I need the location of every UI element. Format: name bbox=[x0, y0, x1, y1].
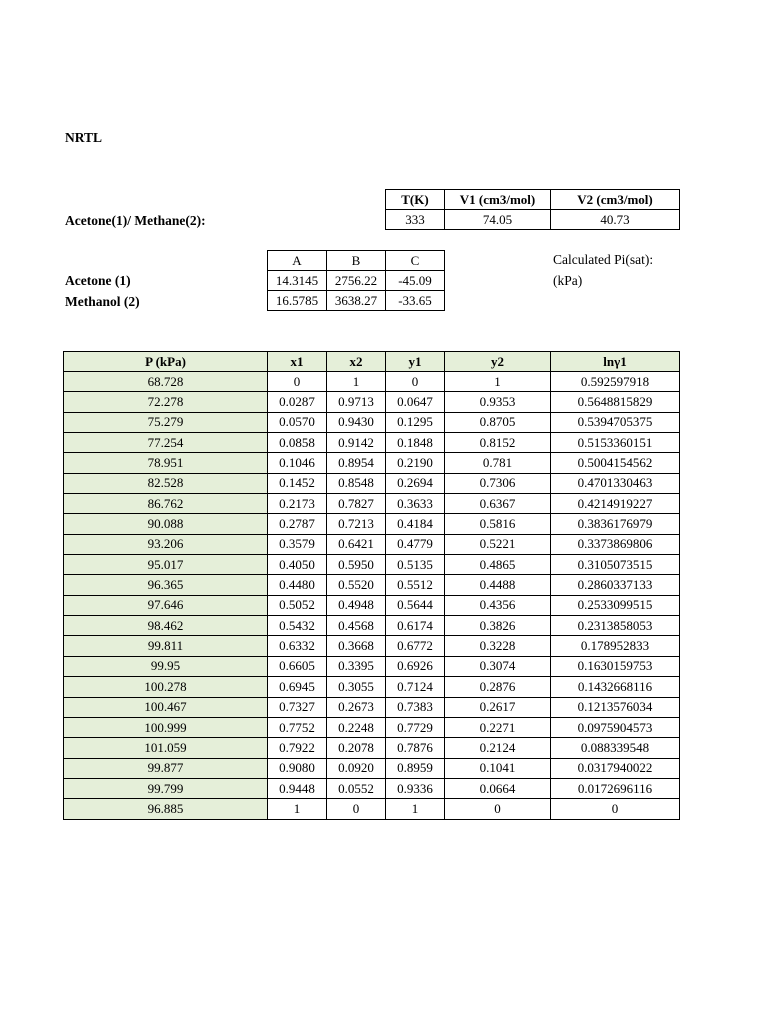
pressure-cell: 96.365 bbox=[64, 575, 268, 595]
pressure-cell: 78.951 bbox=[64, 453, 268, 473]
y2-cell: 0.4488 bbox=[445, 575, 551, 595]
vle-data-table bbox=[63, 351, 680, 820]
ln-gamma1-cell: 0.5153360151 bbox=[551, 433, 680, 453]
ln-gamma1-cell: 0.0975904573 bbox=[551, 717, 680, 737]
y2-cell: 0.7306 bbox=[445, 473, 551, 493]
pressure-cell: 101.059 bbox=[64, 738, 268, 758]
x1-cell: 0.2173 bbox=[268, 494, 327, 514]
ln-gamma1-cell: 0.4214919227 bbox=[551, 494, 680, 514]
table-row bbox=[64, 555, 680, 575]
y1-cell: 0.6174 bbox=[386, 616, 445, 636]
table-row bbox=[64, 392, 680, 412]
antoine-header-cell: C bbox=[386, 251, 445, 271]
calc-note-line1: Calculated Pi(sat): bbox=[553, 252, 654, 267]
x1-cell: 0.6332 bbox=[268, 636, 327, 656]
ln-gamma1-cell: 0.1630159753 bbox=[551, 656, 680, 676]
x2-cell: 0.8548 bbox=[327, 473, 386, 493]
ln-gamma1-cell: 0.178952833 bbox=[551, 636, 680, 656]
y1-cell: 0.9336 bbox=[386, 778, 445, 798]
pressure-cell: 100.278 bbox=[64, 677, 268, 697]
table-row bbox=[64, 575, 680, 595]
pressure-cell: 99.877 bbox=[64, 758, 268, 778]
x2-cell: 1 bbox=[327, 372, 386, 392]
x1-cell: 0.7327 bbox=[268, 697, 327, 717]
y2-cell: 0.3228 bbox=[445, 636, 551, 656]
antoine-row-label-acetone: Acetone (1) bbox=[65, 273, 131, 288]
y2-cell: 1 bbox=[445, 372, 551, 392]
y2-cell: 0 bbox=[445, 799, 551, 819]
table-row bbox=[64, 453, 680, 473]
pressure-cell: 96.885 bbox=[64, 799, 268, 819]
pressure-cell: 100.999 bbox=[64, 717, 268, 737]
header-y2: y2 bbox=[445, 352, 551, 372]
table-row bbox=[64, 595, 680, 615]
y2-cell: 0.4356 bbox=[445, 595, 551, 615]
pressure-cell: 90.088 bbox=[64, 514, 268, 534]
table-row bbox=[64, 697, 680, 717]
x2-cell: 0.8954 bbox=[327, 453, 386, 473]
ln-gamma1-cell: 0.3836176979 bbox=[551, 514, 680, 534]
x1-cell: 0.0570 bbox=[268, 412, 327, 432]
y2-cell: 0.8152 bbox=[445, 433, 551, 453]
x1-cell: 0.2787 bbox=[268, 514, 327, 534]
antoine-row bbox=[268, 271, 445, 291]
x1-cell: 0.4050 bbox=[268, 555, 327, 575]
ln-gamma1-cell: 0.0317940022 bbox=[551, 758, 680, 778]
y1-cell: 0 bbox=[386, 372, 445, 392]
header-y1: y1 bbox=[386, 352, 445, 372]
param-value-cell: 40.73 bbox=[551, 210, 680, 230]
ln-gamma1-cell: 0.5648815829 bbox=[551, 392, 680, 412]
param-header-cell: V1 (cm3/mol) bbox=[445, 190, 551, 210]
antoine-cell: 2756.22 bbox=[327, 271, 386, 291]
pressure-cell: 77.254 bbox=[64, 433, 268, 453]
param-value-cell: 74.05 bbox=[445, 210, 551, 230]
antoine-cell: 3638.27 bbox=[327, 291, 386, 311]
table-row bbox=[64, 717, 680, 737]
ln-gamma1-cell: 0.088339548 bbox=[551, 738, 680, 758]
x1-cell: 0 bbox=[268, 372, 327, 392]
antoine-row bbox=[268, 291, 445, 311]
calc-note-line2: (kPa) bbox=[553, 273, 583, 288]
y1-cell: 0.5135 bbox=[386, 555, 445, 575]
data-header-row bbox=[64, 352, 680, 372]
y1-cell: 0.7729 bbox=[386, 717, 445, 737]
x2-cell: 0.9430 bbox=[327, 412, 386, 432]
antoine-row-label-methanol: Methanol (2) bbox=[65, 294, 140, 309]
y1-cell: 0.6926 bbox=[386, 656, 445, 676]
antoine-constants-table bbox=[267, 250, 445, 311]
parameter-table bbox=[385, 189, 680, 230]
x1-cell: 0.7752 bbox=[268, 717, 327, 737]
table-row bbox=[64, 677, 680, 697]
antoine-header-cell: A bbox=[268, 251, 327, 271]
param-value-cell: 333 bbox=[386, 210, 445, 230]
antoine-cell: -33.65 bbox=[386, 291, 445, 311]
y1-cell: 0.1295 bbox=[386, 412, 445, 432]
y2-cell: 0.0664 bbox=[445, 778, 551, 798]
x2-cell: 0.0552 bbox=[327, 778, 386, 798]
y2-cell: 0.3826 bbox=[445, 616, 551, 636]
x2-cell: 0.2248 bbox=[327, 717, 386, 737]
x2-cell: 0.2673 bbox=[327, 697, 386, 717]
ln-gamma1-cell: 0.1213576034 bbox=[551, 697, 680, 717]
pressure-cell: 99.811 bbox=[64, 636, 268, 656]
ln-gamma1-cell: 0.5394705375 bbox=[551, 412, 680, 432]
y1-cell: 0.7124 bbox=[386, 677, 445, 697]
y2-cell: 0.2876 bbox=[445, 677, 551, 697]
x2-cell: 0.7213 bbox=[327, 514, 386, 534]
x2-cell: 0.7827 bbox=[327, 494, 386, 514]
y2-cell: 0.2617 bbox=[445, 697, 551, 717]
x1-cell: 0.6945 bbox=[268, 677, 327, 697]
x2-cell: 0.2078 bbox=[327, 738, 386, 758]
table-row bbox=[64, 494, 680, 514]
y2-cell: 0.781 bbox=[445, 453, 551, 473]
header-pressure: P (kPa) bbox=[64, 352, 268, 372]
x1-cell: 0.7922 bbox=[268, 738, 327, 758]
y1-cell: 0.4779 bbox=[386, 534, 445, 554]
parameter-header-row bbox=[386, 190, 680, 210]
data-table-body bbox=[64, 372, 680, 820]
pressure-cell: 99.95 bbox=[64, 656, 268, 676]
table-row bbox=[64, 778, 680, 798]
pressure-cell: 68.728 bbox=[64, 372, 268, 392]
table-row bbox=[64, 514, 680, 534]
y2-cell: 0.2271 bbox=[445, 717, 551, 737]
y1-cell: 0.2190 bbox=[386, 453, 445, 473]
y2-cell: 0.8705 bbox=[445, 412, 551, 432]
y2-cell: 0.3074 bbox=[445, 656, 551, 676]
ln-gamma1-cell: 0.2860337133 bbox=[551, 575, 680, 595]
x1-cell: 0.1046 bbox=[268, 453, 327, 473]
x2-cell: 0.0920 bbox=[327, 758, 386, 778]
x2-cell: 0.3055 bbox=[327, 677, 386, 697]
antoine-header-row bbox=[268, 251, 445, 271]
ln-gamma1-cell: 0.2533099515 bbox=[551, 595, 680, 615]
x2-cell: 0.9142 bbox=[327, 433, 386, 453]
pressure-cell: 75.279 bbox=[64, 412, 268, 432]
x2-cell: 0.4948 bbox=[327, 595, 386, 615]
y2-cell: 0.9353 bbox=[445, 392, 551, 412]
y1-cell: 0.8959 bbox=[386, 758, 445, 778]
x1-cell: 0.0858 bbox=[268, 433, 327, 453]
antoine-header-cell: B bbox=[327, 251, 386, 271]
x1-cell: 0.9080 bbox=[268, 758, 327, 778]
y1-cell: 0.1848 bbox=[386, 433, 445, 453]
x1-cell: 0.1452 bbox=[268, 473, 327, 493]
table-row bbox=[64, 534, 680, 554]
x1-cell: 0.0287 bbox=[268, 392, 327, 412]
ln-gamma1-cell: 0.2313858053 bbox=[551, 616, 680, 636]
table-row bbox=[64, 738, 680, 758]
table-row bbox=[64, 473, 680, 493]
x2-cell: 0.3395 bbox=[327, 656, 386, 676]
pressure-cell: 82.528 bbox=[64, 473, 268, 493]
table-row bbox=[64, 799, 680, 819]
header-x2: x2 bbox=[327, 352, 386, 372]
x2-cell: 0.5520 bbox=[327, 575, 386, 595]
y1-cell: 0.4184 bbox=[386, 514, 445, 534]
table-row bbox=[64, 412, 680, 432]
x2-cell: 0.5950 bbox=[327, 555, 386, 575]
header-ln-gamma1: lnγ1 bbox=[551, 352, 680, 372]
y1-cell: 0.5512 bbox=[386, 575, 445, 595]
ln-gamma1-cell: 0 bbox=[551, 799, 680, 819]
x1-cell: 0.5432 bbox=[268, 616, 327, 636]
y1-cell: 0.0647 bbox=[386, 392, 445, 412]
x2-cell: 0.6421 bbox=[327, 534, 386, 554]
y2-cell: 0.5221 bbox=[445, 534, 551, 554]
ln-gamma1-cell: 0.3105073515 bbox=[551, 555, 680, 575]
y2-cell: 0.2124 bbox=[445, 738, 551, 758]
y2-cell: 0.6367 bbox=[445, 494, 551, 514]
table-row bbox=[64, 372, 680, 392]
x1-cell: 1 bbox=[268, 799, 327, 819]
y1-cell: 0.7383 bbox=[386, 697, 445, 717]
pressure-cell: 97.646 bbox=[64, 595, 268, 615]
y1-cell: 0.7876 bbox=[386, 738, 445, 758]
y2-cell: 0.4865 bbox=[445, 555, 551, 575]
antoine-cell: 14.3145 bbox=[268, 271, 327, 291]
x1-cell: 0.6605 bbox=[268, 656, 327, 676]
y2-cell: 0.1041 bbox=[445, 758, 551, 778]
system-label: Acetone(1)/ Methane(2): bbox=[65, 213, 206, 228]
ln-gamma1-cell: 0.4701330463 bbox=[551, 473, 680, 493]
table-row bbox=[64, 758, 680, 778]
antoine-cell: -45.09 bbox=[386, 271, 445, 291]
pressure-cell: 72.278 bbox=[64, 392, 268, 412]
antoine-cell: 16.5785 bbox=[268, 291, 327, 311]
ln-gamma1-cell: 0.0172696116 bbox=[551, 778, 680, 798]
y1-cell: 1 bbox=[386, 799, 445, 819]
x1-cell: 0.4480 bbox=[268, 575, 327, 595]
table-row bbox=[64, 616, 680, 636]
y2-cell: 0.5816 bbox=[445, 514, 551, 534]
pressure-cell: 98.462 bbox=[64, 616, 268, 636]
pressure-cell: 86.762 bbox=[64, 494, 268, 514]
param-header-cell: V2 (cm3/mol) bbox=[551, 190, 680, 210]
ln-gamma1-cell: 0.5004154562 bbox=[551, 453, 680, 473]
x1-cell: 0.9448 bbox=[268, 778, 327, 798]
table-row bbox=[64, 433, 680, 453]
x1-cell: 0.3579 bbox=[268, 534, 327, 554]
ln-gamma1-cell: 0.592597918 bbox=[551, 372, 680, 392]
x2-cell: 0.4568 bbox=[327, 616, 386, 636]
y1-cell: 0.5644 bbox=[386, 595, 445, 615]
pressure-cell: 100.467 bbox=[64, 697, 268, 717]
table-row bbox=[64, 656, 680, 676]
pressure-cell: 99.799 bbox=[64, 778, 268, 798]
y1-cell: 0.6772 bbox=[386, 636, 445, 656]
pressure-cell: 93.206 bbox=[64, 534, 268, 554]
x2-cell: 0.9713 bbox=[327, 392, 386, 412]
page-title: NRTL bbox=[65, 130, 103, 145]
pressure-cell: 95.017 bbox=[64, 555, 268, 575]
table-row bbox=[64, 636, 680, 656]
param-header-cell: T(K) bbox=[386, 190, 445, 210]
ln-gamma1-cell: 0.1432668116 bbox=[551, 677, 680, 697]
header-x1: x1 bbox=[268, 352, 327, 372]
x1-cell: 0.5052 bbox=[268, 595, 327, 615]
y1-cell: 0.3633 bbox=[386, 494, 445, 514]
y1-cell: 0.2694 bbox=[386, 473, 445, 493]
x2-cell: 0.3668 bbox=[327, 636, 386, 656]
parameter-value-row bbox=[386, 210, 680, 230]
ln-gamma1-cell: 0.3373869806 bbox=[551, 534, 680, 554]
x2-cell: 0 bbox=[327, 799, 386, 819]
